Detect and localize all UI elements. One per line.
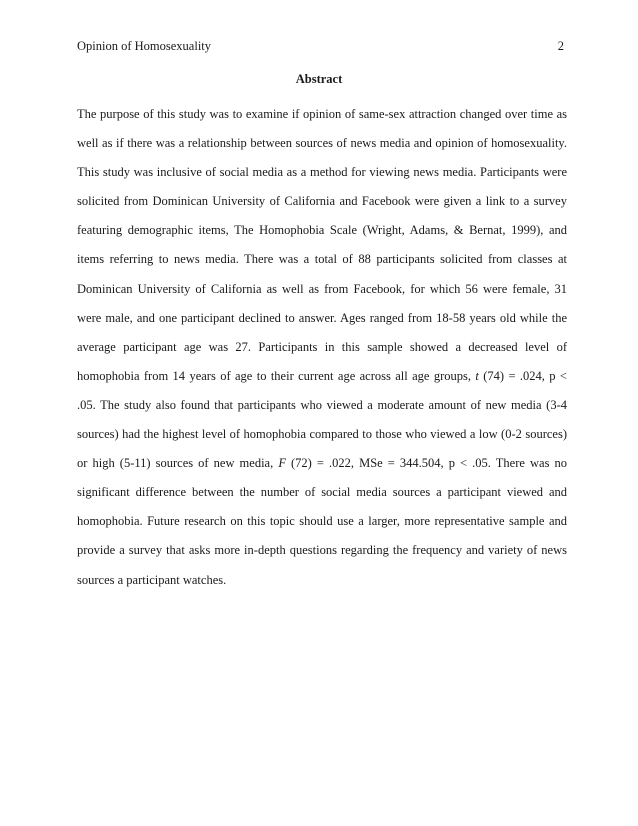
abstract-line: The purpose of this study was to examine if opinion of same-sex attraction changed over time as (77, 107, 567, 121)
abstract-heading: Abstract (295, 72, 343, 86)
abstract-line: average participant age was 27. Participants in this sample showed a decreased level of (77, 339, 567, 354)
abstract-line: .05. The study also found that participants who viewed a moderate amount of new media (3-4 (77, 397, 567, 412)
abstract-body (77, 100, 567, 595)
abstract-line: sources a participant watches. (77, 572, 227, 587)
abstract-line: homophobia from 14 years of age to their current age across all age groups, t (74) = .024, p < (77, 368, 567, 383)
abstract-line: provide a survey that asks more in-depth questions regarding the frequency and variety of news (77, 543, 567, 558)
abstract-line: items referring to news media. There was a total of 88 participants solicited from classes at (77, 252, 567, 267)
abstract-line: sources) had the highest level of homophobia compared to those who viewed a low (0-2 sources) (77, 427, 567, 442)
abstract-line: This study was inclusive of social media as a method for viewing news media. Participants were (77, 165, 567, 180)
abstract-line: homophobia. Future research on this topic should use a larger, more representative sample and (77, 514, 567, 529)
abstract-line: well as if there was a relationship between sources of news media and opinion of homosexuality. (77, 136, 567, 151)
abstract-line: or high (5-11) sources of new media, F (72) = .022, MSe = 344.504, p < .05. There was no (77, 456, 567, 471)
abstract-line: solicited from Dominican University of California and Facebook were given a link to a survey (77, 194, 567, 209)
running-head: Opinion of Homosexuality (77, 39, 212, 53)
page-number: 2 (557, 39, 564, 53)
abstract-line: significant difference between the number of social media sources a participant viewed and (77, 485, 567, 500)
abstract-line: featuring demographic items, The Homophobia Scale (Wright, Adams, & Bernat, 1999), and (77, 223, 567, 238)
abstract-line: Dominican University of California as well as from Facebook, for which 56 were female, 31 (77, 281, 567, 296)
abstract-line: were male, and one participant declined to answer. Ages ranged from 18-58 years old while the (77, 310, 567, 325)
